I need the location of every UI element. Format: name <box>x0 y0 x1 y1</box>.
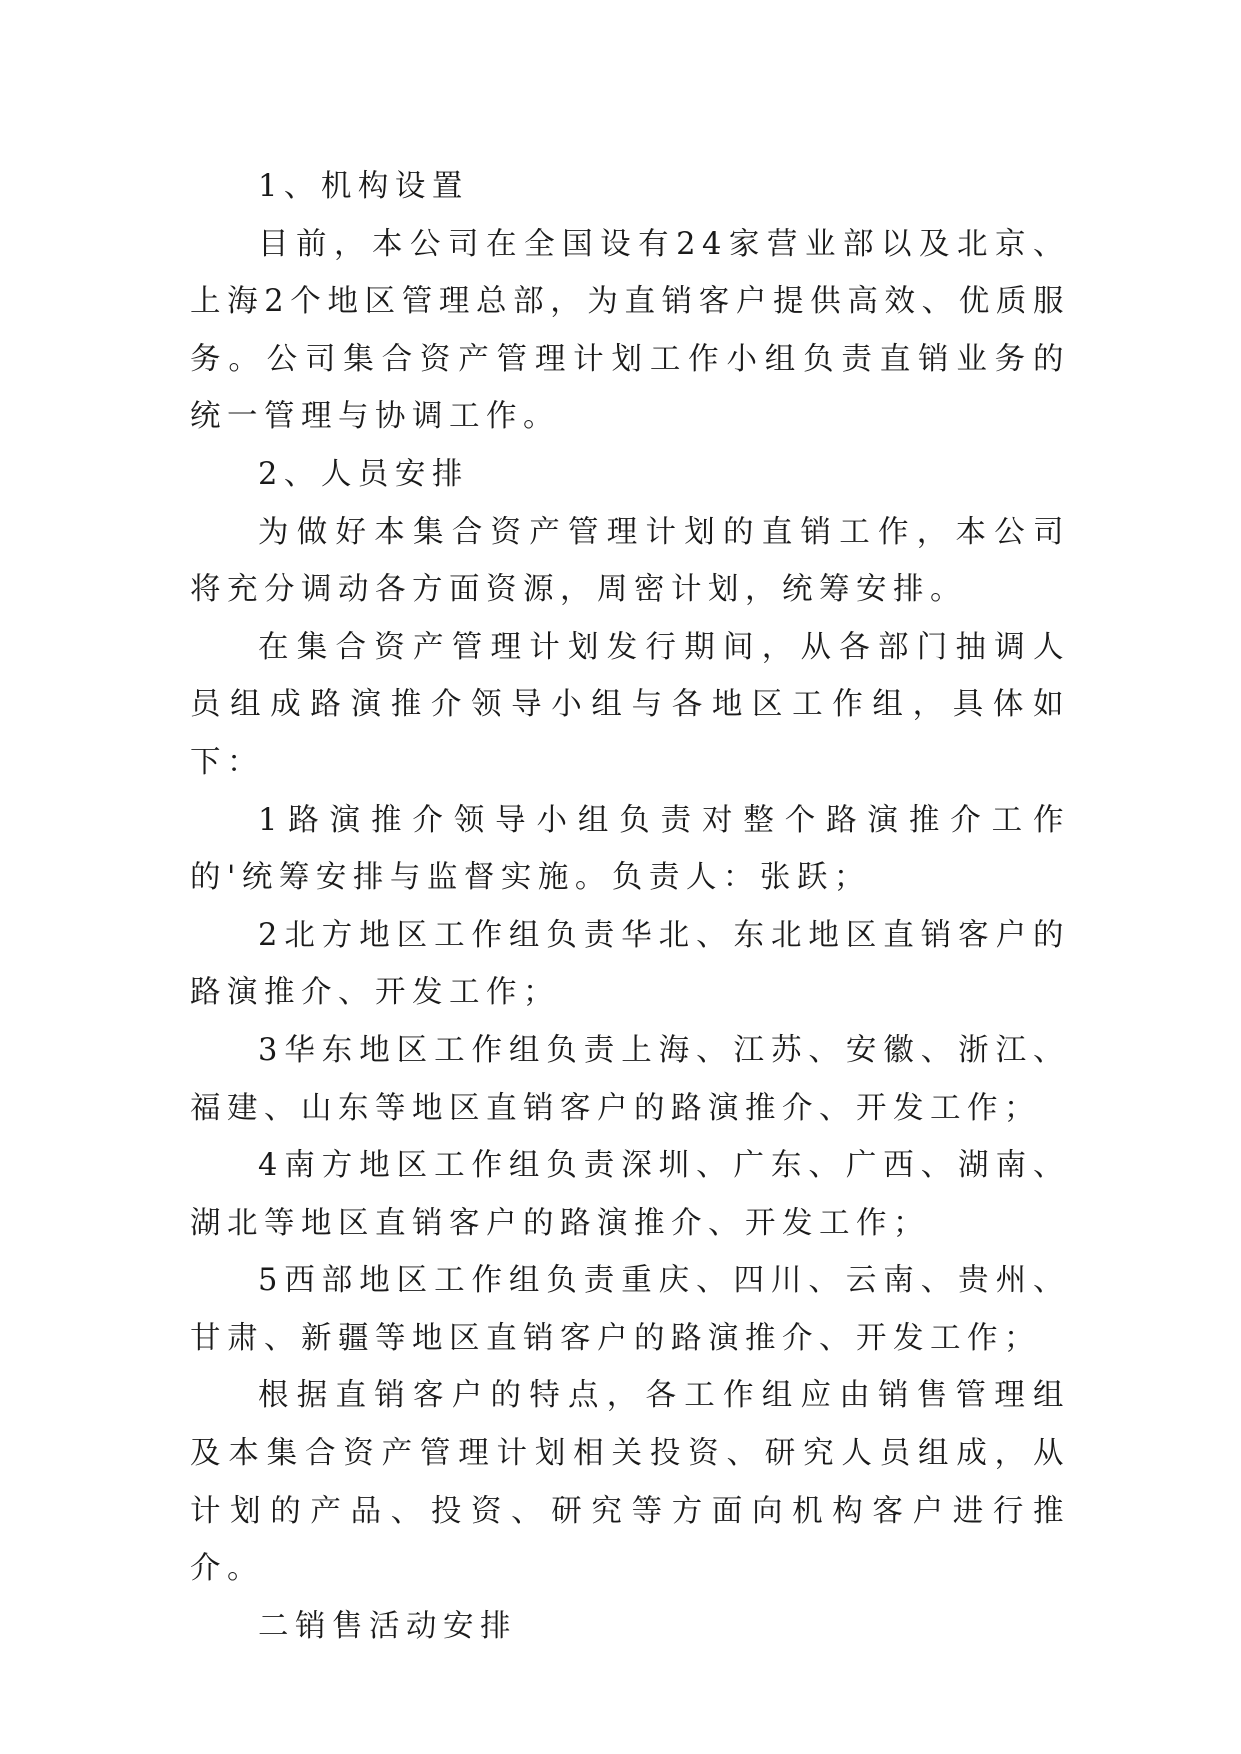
list-item-west-group: 5西部地区工作组负责重庆、四川、云南、贵州、甘肃、新疆等地区直销客户的路演推介、开发工作； <box>190 1263 1070 1356</box>
paragraph-group-composition: 根据直销客户的特点，各工作组应由销售管理组及本集合资产管理计划相关投资、研究人员组成，从计划的产品、投资、研究等方面向机构客户进行推介。 <box>190 1378 1070 1587</box>
heading-sales-activities: 二销售活动安排 <box>258 1608 517 1644</box>
paragraph-staffing-intro: 为做好本集合资产管理计划的直销工作，本公司将充分调动各方面资源，周密计划，统筹安排。 <box>190 514 1070 608</box>
document-body <box>190 158 1070 1655</box>
heading-staffing: 2、人员安排 <box>258 456 469 492</box>
list-item-south-group: 4南方地区工作组负责深圳、广东、广西、湖南、湖北等地区直销客户的路演推介、开发工作； <box>190 1148 1070 1241</box>
paragraph-staffing-groups: 在集合资产管理计划发行期间，从各部门抽调人员组成路演推介领导小组与各地区工作组，具体如下： <box>190 629 1070 780</box>
heading-org-setup: 1、机构设置 <box>258 169 469 204</box>
list-item-east-group: 3华东地区工作组负责上海、江苏、安徽、浙江、福建、山东等地区直销客户的路演推介、开发工作； <box>190 1032 1070 1126</box>
paragraph-org-description: 目前，本公司在全国设有24家营业部以及北京、上海2个地区管理总部，为直销客户提供高效、优质服务。公司集合资产管理计划工作小组负责直销业务的统一管理与协调工作。 <box>190 226 1070 435</box>
list-item-north-group: 2北方地区工作组负责华北、东北地区直销客户的路演推介、开发工作； <box>190 917 1070 1011</box>
list-item-leadership-group: 1路演推介领导小组负责对整个路演推介工作的'统筹安排与监督实施。负责人：张跃； <box>190 802 1070 896</box>
